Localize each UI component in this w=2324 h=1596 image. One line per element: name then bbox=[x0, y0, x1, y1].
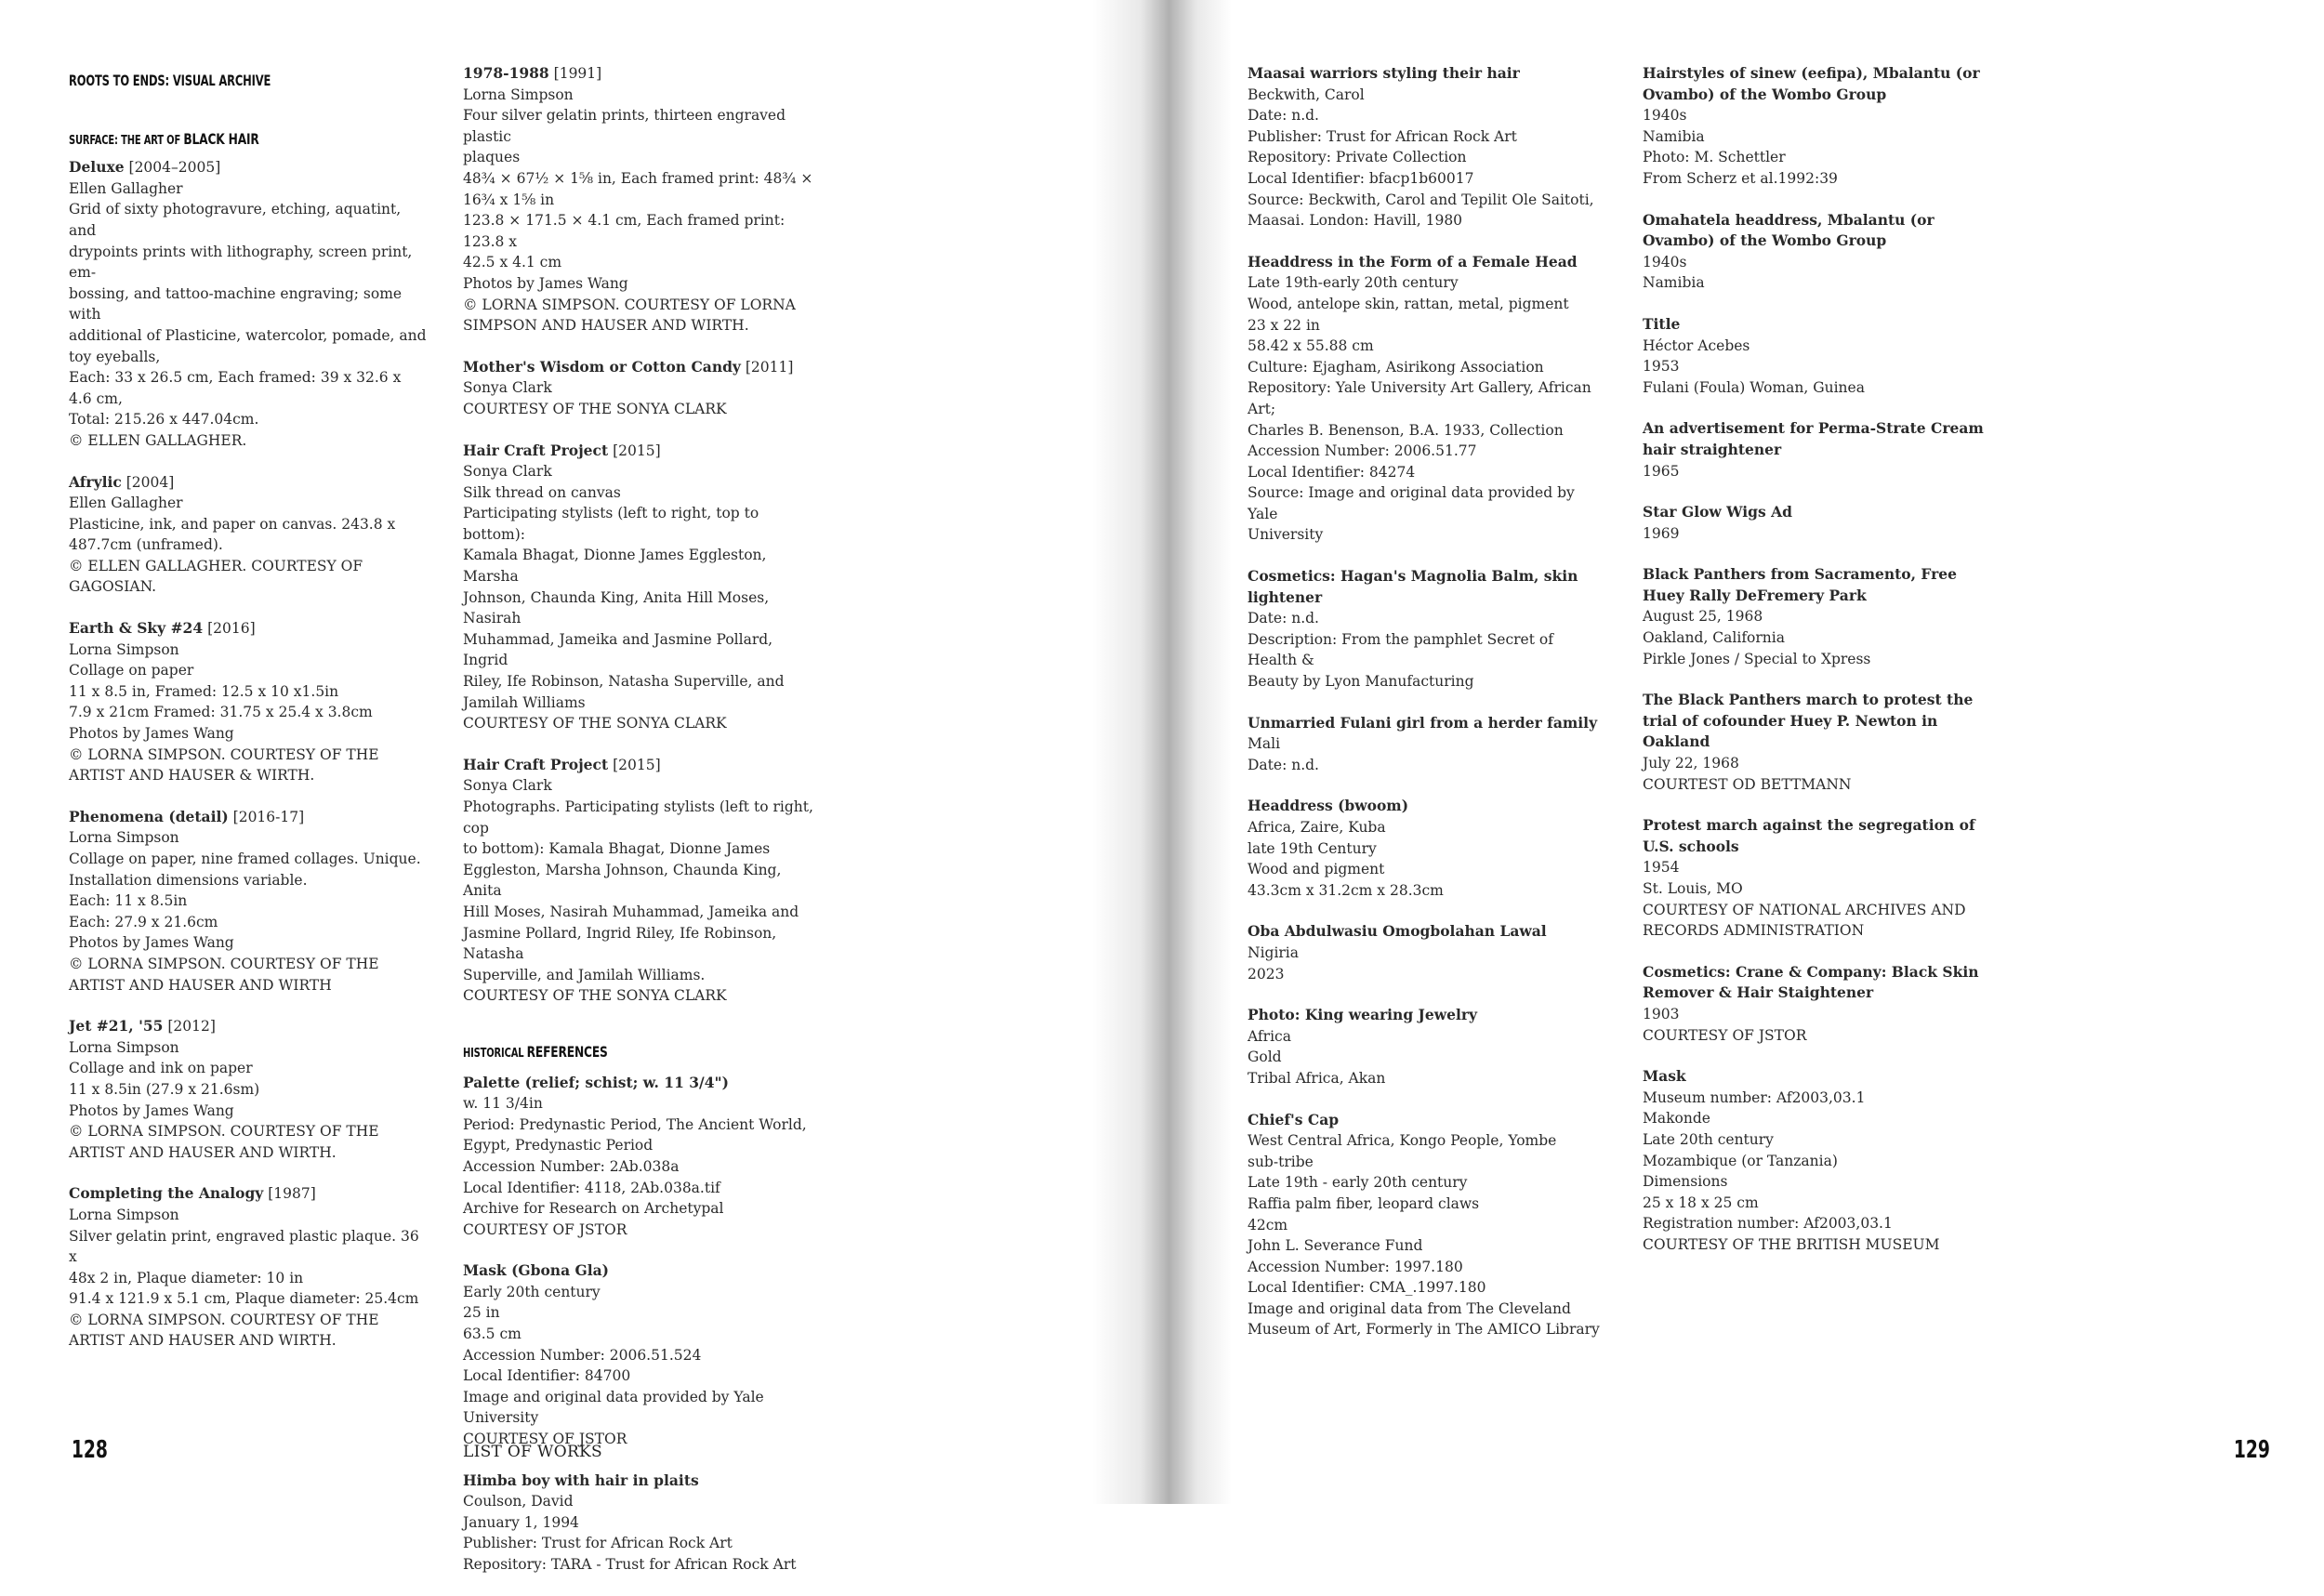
work-detail-line: © LORNA SIMPSON. COURTESY OF THE bbox=[69, 1123, 379, 1141]
work-detail-line: ARTIST AND HAUSER AND WIRTH bbox=[69, 976, 332, 994]
work-detail-line: Accession Number: 1997.180 bbox=[1248, 1258, 1463, 1275]
work-detail-line: Ellen Gallagher bbox=[69, 179, 183, 197]
work-title: Mother's Wisdom or Cotton Candy bbox=[463, 357, 741, 376]
work-detail-line: COURTESY OF JSTOR bbox=[463, 1220, 627, 1238]
work-detail-line: Description: From the pamphlet Secret of Health & bbox=[1248, 630, 1553, 669]
work-entry bbox=[463, 1073, 821, 1241]
work-detail-line: 2023 bbox=[1248, 965, 1285, 983]
work-detail-line: Wood, antelope skin, rattan, metal, pigment bbox=[1248, 295, 1569, 312]
work-title: Hairstyles of sinew (eefipa), Mbalantu (or Ovambo) of the Wombo Group bbox=[1643, 64, 1980, 103]
work-entry bbox=[69, 1183, 427, 1352]
work-detail-line: 1965 bbox=[1643, 462, 1680, 480]
work-detail-line: Wood and pigment bbox=[1248, 861, 1385, 878]
work-detail-line: COURTESY OF JSTOR bbox=[1643, 1026, 1807, 1044]
work-entry bbox=[1248, 796, 1605, 901]
work-detail-line: Period: Predynastic Period, The Ancient World, bbox=[463, 1115, 807, 1133]
work-entry bbox=[1643, 1066, 2000, 1255]
work-detail-line: Grid of sixty photogravure, etching, aquatint, and bbox=[69, 201, 402, 239]
work-detail-line: Superville, and Jamilah Williams. bbox=[463, 966, 706, 983]
work-title: Black Panthers from Sacramento, Free Huey Rally DeFremery Park bbox=[1643, 565, 1958, 604]
work-detail-line: Coulson, David bbox=[463, 1493, 574, 1510]
work-list-col1 bbox=[69, 157, 427, 1352]
work-detail-line: 1940s bbox=[1643, 107, 1687, 125]
work-entry-heading bbox=[69, 618, 427, 640]
work-entry bbox=[1248, 566, 1605, 692]
work-detail-line: Each: 11 x 8.5in bbox=[69, 892, 188, 910]
work-detail-line: From Scherz et al.1992:39 bbox=[1643, 169, 1838, 187]
work-entry-heading bbox=[1248, 566, 1605, 608]
work-detail-line: Each: 33 x 26.5 cm, Each framed: 39 x 32.6 x 4.6 cm, bbox=[69, 369, 402, 407]
work-detail-line: Local Identifier: 4118, 2Ab.038a.tif bbox=[463, 1179, 720, 1196]
work-detail-line: Photos by James Wang bbox=[69, 1101, 234, 1119]
work-title: Star Glow Wigs Ad bbox=[1643, 503, 1793, 521]
work-detail-line: Héctor Acebes bbox=[1643, 336, 1750, 354]
work-entry bbox=[1248, 1110, 1605, 1341]
left-column-2 bbox=[463, 63, 821, 1596]
work-detail-line: Hill Moses, Nasirah Muhammad, Jameika and bbox=[463, 903, 799, 920]
work-title: Afrylic bbox=[69, 472, 122, 491]
work-detail-line: Source: Beckwith, Carol and Tepilit Ole Saitoti, bbox=[1248, 191, 1594, 208]
work-entry bbox=[463, 63, 821, 336]
work-detail-line: 487.7cm (unframed). bbox=[69, 536, 223, 554]
work-detail-line: Source: Image and original data provided by Yale bbox=[1248, 484, 1575, 522]
work-detail-line: Raffia palm fiber, leopard claws bbox=[1248, 1194, 1480, 1212]
work-detail-line: COURTESY OF THE BRITISH MUSEUM bbox=[1643, 1235, 1940, 1253]
work-detail-line: Local Identifier: 84700 bbox=[463, 1367, 631, 1385]
work-entry bbox=[463, 357, 821, 420]
work-detail-line: Participating stylists (left to right, top to bottom): bbox=[463, 505, 759, 543]
work-title: Hair Craft Project bbox=[463, 441, 609, 459]
work-detail-line: 1953 bbox=[1643, 358, 1680, 376]
work-entry bbox=[463, 441, 821, 734]
work-entry bbox=[1643, 210, 2000, 294]
work-detail-line: Lorna Simpson bbox=[463, 86, 574, 103]
work-entry-heading bbox=[1248, 252, 1605, 273]
work-title: Jet #21, '55 bbox=[69, 1017, 164, 1035]
work-detail-line: Riley, Ife Robinson, Natasha Superville, and bbox=[463, 673, 785, 691]
work-title: Himba boy with hair in plaits bbox=[463, 1471, 699, 1489]
work-entry-heading bbox=[1643, 210, 2000, 252]
work-entry bbox=[1643, 815, 2000, 942]
work-detail-line: 25 in bbox=[463, 1304, 500, 1322]
work-title: Palette (relief; schist; w. 11 3/4") bbox=[463, 1073, 729, 1091]
work-detail-line: Silk thread on canvas bbox=[463, 483, 621, 501]
work-detail-line: COURTESY OF JSTOR bbox=[463, 1431, 627, 1448]
right-page bbox=[1162, 0, 2324, 1504]
work-detail-line: Charles B. Benenson, B.A. 1933, Collection bbox=[1248, 421, 1564, 439]
work-entry-heading bbox=[1248, 713, 1605, 734]
work-detail-line: Late 20th century bbox=[1643, 1130, 1774, 1148]
work-entry bbox=[1643, 962, 2000, 1046]
work-detail-line: Registration number: Af2003,03.1 bbox=[1643, 1215, 1893, 1233]
left-page-number: 128 bbox=[71, 1436, 108, 1464]
work-title: Cosmetics: Hagan's Magnolia Balm, skin lightener bbox=[1248, 567, 1578, 606]
work-detail-line: COURTEST OD BETTMANN bbox=[1643, 775, 1852, 793]
work-detail-line: Culture: Ejagham, Asirikong Association bbox=[1248, 358, 1544, 376]
work-entry-heading bbox=[1643, 815, 2000, 857]
work-title: Cosmetics: Crane & Company: Black Skin Remover & Hair Staightener bbox=[1643, 962, 1979, 1002]
work-detail-line: late 19th Century bbox=[1248, 839, 1377, 857]
work-title: Phenomena (detail) bbox=[69, 807, 229, 825]
work-detail-line: 91.4 x 121.9 x 5.1 cm, Plaque diameter: 25.4cm bbox=[69, 1290, 419, 1308]
work-entry-heading bbox=[1643, 962, 2000, 1004]
work-detail-line: additional of Plasticine, watercolor, pomade, and bbox=[69, 326, 427, 344]
work-detail-line: Lorna Simpson bbox=[69, 829, 179, 847]
work-detail-line: St. Louis, MO bbox=[1643, 880, 1743, 897]
work-entry bbox=[1643, 314, 2000, 398]
work-detail-line: © LORNA SIMPSON. COURTESY OF LORNA bbox=[463, 296, 796, 313]
work-detail-line: Fulani (Foula) Woman, Guinea bbox=[1643, 378, 1865, 396]
work-detail-line: Sonya Clark bbox=[463, 463, 552, 481]
work-entry-heading bbox=[69, 807, 427, 828]
work-detail-line: Late 19th-early 20th century bbox=[1248, 274, 1459, 292]
work-title: Headdress in the Form of a Female Head bbox=[1248, 252, 1578, 270]
work-detail-line: Publisher: Trust for African Rock Art bbox=[1248, 127, 1517, 145]
work-title: An advertisement for Perma-Strate Cream hair straightener bbox=[1643, 419, 1984, 458]
work-detail-line: 123.8 × 171.5 × 4.1 cm, Each framed print: 123.8 x bbox=[463, 212, 786, 250]
work-entry bbox=[1248, 252, 1605, 546]
work-entry-heading bbox=[69, 1183, 427, 1205]
work-detail-line: July 22, 1968 bbox=[1643, 755, 1739, 772]
work-entry-heading bbox=[69, 1016, 427, 1037]
work-entry-heading bbox=[1643, 314, 2000, 336]
work-year: [2016-17] bbox=[232, 808, 305, 825]
work-entry-heading bbox=[1643, 502, 2000, 523]
work-detail-line: bossing, and tattoo-machine engraving; some with bbox=[69, 284, 403, 323]
work-title: Completing the Analogy bbox=[69, 1184, 264, 1203]
work-detail-line: COURTESY OF THE SONYA CLARK bbox=[463, 987, 727, 1005]
work-detail-line: Namibia bbox=[1643, 274, 1705, 292]
right-page-number: 129 bbox=[2233, 1436, 2270, 1464]
work-title: Hair Craft Project bbox=[463, 755, 609, 773]
work-detail-line: COURTESY OF THE SONYA CLARK bbox=[463, 400, 727, 417]
work-detail-line: toy eyeballs, bbox=[69, 348, 161, 365]
historical-heading-prefix: HISTORICAL bbox=[463, 1046, 524, 1061]
work-year: [2011] bbox=[745, 358, 794, 376]
work-detail-line: 7.9 x 21cm Framed: 31.75 x 25.4 x 3.8cm bbox=[69, 704, 373, 721]
work-detail-line: Pirkle Jones / Special to Xpress bbox=[1643, 650, 1871, 667]
work-detail-line: Tribal Africa, Akan bbox=[1248, 1069, 1386, 1087]
work-detail-line: 63.5 cm bbox=[463, 1326, 522, 1343]
work-title: Deluxe bbox=[69, 158, 125, 177]
work-entry bbox=[1643, 564, 2000, 669]
work-detail-line: Archive for Research on Archetypal bbox=[463, 1200, 724, 1218]
work-detail-line: Four silver gelatin prints, thirteen engraved plastic bbox=[463, 107, 786, 145]
work-detail-line: Eggleston, Marsha Johnson, Chaunda King, Anita bbox=[463, 861, 782, 900]
work-detail-line: Oakland, California bbox=[1643, 629, 1785, 647]
work-detail-line: plaques bbox=[463, 149, 521, 166]
work-detail-line: January 1, 1994 bbox=[463, 1513, 579, 1531]
work-detail-line: 43.3cm x 31.2cm x 28.3cm bbox=[1248, 881, 1444, 899]
work-detail-line: Sonya Clark bbox=[463, 379, 552, 397]
work-year: [1991] bbox=[553, 65, 602, 82]
work-entry-heading bbox=[463, 357, 821, 378]
work-detail-line: Accession Number: 2006.51.524 bbox=[463, 1346, 702, 1364]
work-detail-line: Collage and ink on paper bbox=[69, 1060, 253, 1077]
historical-heading-emphasis: REFERENCES bbox=[526, 1042, 608, 1061]
work-entry bbox=[463, 1260, 821, 1449]
work-detail-line: Beauty by Lyon Manufacturing bbox=[1248, 673, 1474, 691]
work-detail-line: drypoints prints with lithography, screen print, em- bbox=[69, 243, 413, 282]
work-detail-line: ARTIST AND HAUSER AND WIRTH. bbox=[69, 1143, 337, 1161]
work-title: Mask bbox=[1643, 1067, 1686, 1086]
work-detail-line: Plasticine, ink, and paper on canvas. 243.8 x bbox=[69, 515, 396, 533]
work-entry-heading bbox=[463, 1073, 821, 1094]
work-detail-line: 23 x 22 in bbox=[1248, 316, 1320, 334]
work-year: [1987] bbox=[268, 1185, 316, 1203]
work-detail-line: Total: 215.26 x 447.04cm. bbox=[69, 411, 259, 429]
work-detail-line: Lorna Simpson bbox=[69, 1206, 179, 1223]
work-detail-line: Date: n.d. bbox=[1248, 756, 1319, 773]
work-title: Protest march against the segregation of U.S. schools bbox=[1643, 816, 1975, 855]
work-entry bbox=[1248, 63, 1605, 231]
work-detail-line: ARTIST AND HAUSER AND WIRTH. bbox=[69, 1332, 337, 1350]
work-year: [2012] bbox=[167, 1018, 216, 1035]
work-entry-heading bbox=[1643, 1066, 2000, 1088]
right-column-1 bbox=[1248, 63, 1605, 1361]
work-detail-line: Museum of Art, Formerly in The AMICO Library bbox=[1248, 1321, 1600, 1339]
work-entry-heading bbox=[1248, 1110, 1605, 1131]
left-page bbox=[0, 0, 1162, 1573]
work-detail-line: Lorna Simpson bbox=[69, 1038, 179, 1056]
work-detail-line: Maasai. London: Havill, 1980 bbox=[1248, 212, 1463, 230]
work-detail-line: August 25, 1968 bbox=[1643, 608, 1763, 626]
work-entry-heading bbox=[1248, 796, 1605, 817]
work-detail-line: Local Identifier: CMA_.1997.180 bbox=[1248, 1279, 1486, 1297]
work-detail-line: Kamala Bhagat, Dionne James Eggleston, Marsha bbox=[463, 547, 767, 586]
work-detail-line: Jamilah Williams bbox=[463, 693, 586, 711]
work-entry-heading bbox=[463, 63, 821, 85]
left-column-1 bbox=[69, 71, 427, 1372]
work-detail-line: Repository: TARA - Trust for African Rock Art bbox=[463, 1556, 797, 1573]
work-detail-line: Lorna Simpson bbox=[69, 640, 179, 658]
work-detail-line: Each: 27.9 x 21.6cm bbox=[69, 913, 218, 930]
work-detail-line: Silver gelatin print, engraved plastic plaque. 36 x bbox=[69, 1227, 419, 1266]
work-detail-line: Egypt, Predynastic Period bbox=[463, 1137, 654, 1154]
work-entry-heading bbox=[1248, 1005, 1605, 1026]
work-detail-line: Image and original data from The Cleveland bbox=[1248, 1299, 1571, 1317]
work-entry-heading bbox=[69, 472, 427, 494]
work-detail-line: Africa bbox=[1248, 1027, 1291, 1045]
work-entry-heading bbox=[1248, 921, 1605, 943]
historical-section-heading bbox=[463, 1042, 767, 1065]
work-detail-line: Local Identifier: 84274 bbox=[1248, 463, 1416, 481]
work-detail-line: Image and original data provided by Yale University bbox=[463, 1388, 764, 1427]
work-entry-heading bbox=[69, 157, 427, 178]
work-detail-line: 1954 bbox=[1643, 859, 1680, 877]
work-detail-line: ARTIST AND HAUSER & WIRTH. bbox=[69, 767, 315, 785]
work-detail-line: Beckwith, Carol bbox=[1248, 86, 1365, 103]
work-detail-line: John L. Severance Fund bbox=[1248, 1237, 1423, 1255]
work-entry-heading bbox=[463, 441, 821, 462]
work-entry bbox=[1248, 1005, 1605, 1088]
work-entry-heading bbox=[1643, 564, 2000, 606]
archive-title: ROOTS TO ENDS: VISUAL ARCHIVE bbox=[69, 72, 271, 89]
right-column-2 bbox=[1643, 63, 2000, 1276]
work-title: Chief's Cap bbox=[1248, 1110, 1340, 1128]
work-detail-line: Sonya Clark bbox=[463, 777, 552, 795]
work-entry bbox=[69, 472, 427, 599]
work-title: 1978-1988 bbox=[463, 64, 549, 82]
work-entry bbox=[1643, 418, 2000, 481]
work-detail-line: Photos by James Wang bbox=[69, 725, 234, 743]
work-detail-line: 42.5 x 4.1 cm bbox=[463, 254, 562, 271]
work-list-historical bbox=[463, 1073, 821, 1576]
work-year: [2015] bbox=[613, 442, 661, 459]
work-detail-line: COURTESY OF NATIONAL ARCHIVES AND bbox=[1643, 901, 1966, 918]
work-detail-line: Muhammad, Jameika and Jasmine Pollard, Ingrid bbox=[463, 630, 773, 669]
work-detail-line: Ellen Gallagher bbox=[69, 495, 183, 512]
work-detail-line: Late 19th - early 20th century bbox=[1248, 1174, 1468, 1192]
work-detail-line: Africa, Zaire, Kuba bbox=[1248, 819, 1386, 836]
work-detail-line: 11 x 8.5in (27.9 x 21.6sm) bbox=[69, 1080, 260, 1098]
work-detail-line: w. 11 3/4in bbox=[463, 1095, 543, 1113]
work-detail-line: Photo: M. Schettler bbox=[1643, 149, 1786, 166]
work-entry bbox=[1643, 63, 2000, 190]
work-detail-line: Repository: Private Collection bbox=[1248, 149, 1467, 166]
surface-heading-emphasis: BLACK HAIR bbox=[183, 129, 259, 148]
work-list-col4 bbox=[1643, 63, 2000, 1256]
work-detail-line: 1903 bbox=[1643, 1005, 1680, 1022]
work-entry bbox=[1248, 713, 1605, 776]
work-title: Earth & Sky #24 bbox=[69, 619, 204, 638]
surface-section-heading bbox=[69, 129, 373, 152]
work-entry-heading bbox=[1248, 63, 1605, 85]
work-detail-line: Local Identifier: bfacp1b60017 bbox=[1248, 169, 1474, 187]
work-title: Maasai warriors styling their hair bbox=[1248, 64, 1520, 82]
work-detail-line: © LORNA SIMPSON. COURTESY OF THE bbox=[69, 745, 379, 763]
work-detail-line: 42cm bbox=[1248, 1216, 1288, 1233]
work-detail-line: GAGOSIAN. bbox=[69, 578, 157, 596]
surface-heading-prefix: SURFACE: THE ART OF bbox=[69, 133, 181, 148]
work-year: [2004] bbox=[125, 473, 175, 491]
work-entry-heading bbox=[1643, 418, 2000, 460]
work-detail-line: Mali bbox=[1248, 735, 1281, 753]
work-entry bbox=[1643, 690, 2000, 795]
work-entry bbox=[463, 755, 821, 1007]
work-title: Headdress (bwoom) bbox=[1248, 797, 1409, 815]
work-list-col2 bbox=[463, 63, 821, 1007]
work-title: Unmarried Fulani girl from a herder family bbox=[1248, 713, 1598, 732]
work-detail-line: © ELLEN GALLAGHER. bbox=[69, 431, 247, 449]
work-detail-line: © ELLEN GALLAGHER. COURTESY OF bbox=[69, 557, 363, 574]
work-detail-line: Early 20th century bbox=[463, 1283, 601, 1300]
work-entry-heading bbox=[1643, 63, 2000, 105]
work-detail-line: RECORDS ADMINISTRATION bbox=[1643, 922, 1865, 940]
running-footer-title: LIST OF WORKS bbox=[463, 1443, 602, 1461]
work-title: Mask (Gbona Gla) bbox=[463, 1261, 610, 1280]
work-year: [2015] bbox=[613, 756, 661, 773]
work-detail-line: West Central Africa, Kongo People, Yombe bbox=[1248, 1132, 1557, 1150]
work-entry-heading bbox=[463, 1471, 821, 1492]
work-detail-line: 16¾ x 1⅝ in bbox=[463, 191, 555, 208]
work-detail-line: 1969 bbox=[1643, 524, 1680, 542]
work-entry-heading bbox=[1643, 690, 2000, 753]
work-detail-line: Collage on paper bbox=[69, 662, 194, 679]
work-detail-line: Date: n.d. bbox=[1248, 610, 1319, 627]
work-list-col3 bbox=[1248, 63, 1605, 1340]
work-detail-line: 48¾ × 67½ × 1⅝ in, Each framed print: 48¾ × bbox=[463, 169, 813, 187]
work-detail-line: Johnson, Chaunda King, Anita Hill Moses, Nasirah bbox=[463, 588, 770, 627]
work-detail-line: Repository: Yale University Art Gallery, African Art; bbox=[1248, 379, 1591, 417]
work-detail-line: Dimensions bbox=[1643, 1173, 1728, 1191]
work-detail-line: Photos by James Wang bbox=[463, 274, 628, 292]
work-entry bbox=[69, 157, 427, 451]
work-detail-line: 1940s bbox=[1643, 253, 1687, 270]
work-detail-line: Gold bbox=[1248, 1049, 1282, 1066]
work-detail-line: Namibia bbox=[1643, 127, 1705, 145]
work-detail-line: Installation dimensions variable. bbox=[69, 871, 308, 889]
work-detail-line: Date: n.d. bbox=[1248, 107, 1319, 125]
work-detail-line: Accession Number: 2Ab.038a bbox=[463, 1157, 680, 1175]
work-detail-line: Photographs. Participating stylists (left to right, cop bbox=[463, 798, 813, 837]
work-title: Title bbox=[1643, 314, 1681, 333]
work-detail-line: SIMPSON AND HAUSER AND WIRTH. bbox=[463, 317, 749, 335]
work-year: [2004–2005] bbox=[128, 159, 221, 177]
work-entry bbox=[69, 807, 427, 996]
work-detail-line: © LORNA SIMPSON. COURTESY OF THE bbox=[69, 1311, 379, 1328]
work-detail-line: Makonde bbox=[1643, 1110, 1710, 1128]
work-title: The Black Panthers march to protest the trial of cofounder Huey P. Newton in Oakland bbox=[1643, 691, 1974, 751]
work-detail-line: Publisher: Trust for African Rock Art bbox=[463, 1535, 733, 1552]
work-detail-line: © LORNA SIMPSON. COURTESY OF THE bbox=[69, 955, 379, 972]
work-entry bbox=[69, 1016, 427, 1163]
work-entry bbox=[1643, 502, 2000, 544]
work-detail-line: Collage on paper, nine framed collages. Unique. bbox=[69, 851, 421, 867]
work-entry-heading bbox=[463, 755, 821, 776]
work-detail-line: Mozambique (or Tanzania) bbox=[1643, 1152, 1838, 1169]
work-detail-line: 48x 2 in, Plaque diameter: 10 in bbox=[69, 1269, 304, 1286]
work-year: [2016] bbox=[207, 620, 256, 638]
work-detail-line: COURTESY OF THE SONYA CLARK bbox=[463, 715, 727, 732]
work-entry bbox=[69, 618, 427, 786]
work-title: Omahatela headdress, Mbalantu (or Ovambo) of the Wombo Group bbox=[1643, 210, 1934, 250]
work-detail-line: Nigiria bbox=[1248, 943, 1300, 961]
work-detail-line: Museum number: Af2003,03.1 bbox=[1643, 1088, 1866, 1106]
work-detail-line: sub-tribe bbox=[1248, 1153, 1314, 1170]
work-detail-line: University bbox=[1248, 526, 1324, 544]
work-detail-line: Jasmine Pollard, Ingrid Riley, Ife Robinson, Natasha bbox=[463, 924, 777, 963]
work-detail-line: Accession Number: 2006.51.77 bbox=[1248, 442, 1477, 460]
work-title: Oba Abdulwasiu Omogbolahan Lawal bbox=[1248, 922, 1547, 941]
work-title: Photo: King wearing Jewelry bbox=[1248, 1006, 1478, 1024]
work-detail-line: 11 x 8.5 in, Framed: 12.5 x 10 x1.5in bbox=[69, 682, 339, 700]
work-entry bbox=[1248, 921, 1605, 984]
work-detail-line: Photos by James Wang bbox=[69, 934, 234, 952]
work-detail-line: to bottom): Kamala Bhagat, Dionne James bbox=[463, 840, 771, 858]
work-detail-line: 25 x 18 x 25 cm bbox=[1643, 1194, 1759, 1211]
work-detail-line: 58.42 x 55.88 cm bbox=[1248, 337, 1374, 355]
work-entry-heading bbox=[463, 1260, 821, 1282]
work-entry bbox=[463, 1471, 821, 1576]
